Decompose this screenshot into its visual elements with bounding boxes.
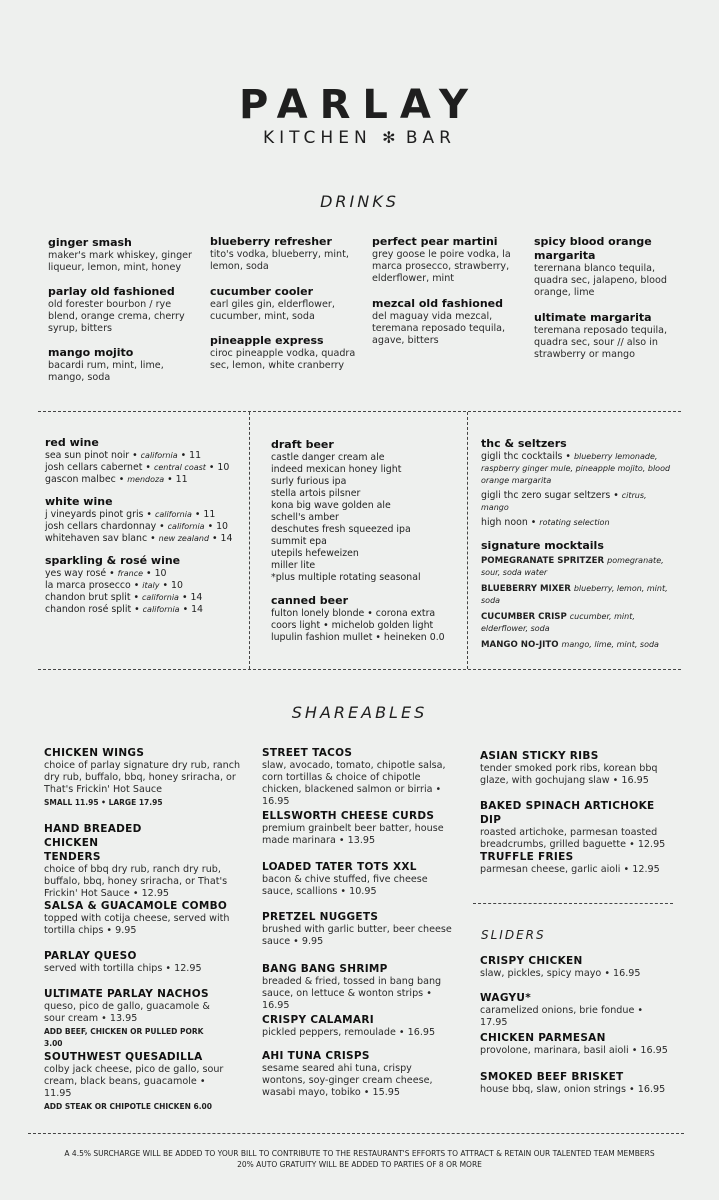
item-desc: caramelized onions, brie fondue • 17.95 <box>480 1005 644 1028</box>
menu-item <box>480 1031 670 1057</box>
item-desc: old forester bourbon / rye blend, orange crema, cherry syrup, bitters <box>48 299 185 334</box>
column-divider <box>249 412 250 669</box>
item-name: CRISPY CHICKEN <box>480 955 583 967</box>
thc-column <box>481 437 676 651</box>
item-price-note: SMALL 11.95 • LARGE 17.95 <box>44 798 163 807</box>
item-desc: breaded & fried, tossed in bang bang sauce, on lettuce & wonton strips • 16.95 <box>262 976 442 1011</box>
menu-item <box>210 285 360 323</box>
item-desc: pickled peppers, remoulade • 16.95 <box>262 1027 436 1038</box>
beer-item: miller lite <box>271 560 316 571</box>
wine-row: josh cellars chardonnay • california • 10 <box>45 521 229 532</box>
item-name: pineapple express <box>210 334 324 347</box>
item-name: ultimate margarita <box>534 311 652 324</box>
wine-region: new zealand <box>158 534 210 543</box>
item-desc: del maguay vida mezcal, teremana reposado tequila, agave, bitters <box>372 311 506 346</box>
mocktail-desc: cucumber, mint, elderflower, soda <box>481 612 635 633</box>
item-name: ginger smash <box>48 236 132 249</box>
wine-price: 10 <box>154 568 167 579</box>
beer-item: lupulin fashion mullet • heineken 0.0 <box>271 632 445 643</box>
draft-beer-title: draft beer <box>271 438 334 451</box>
mocktail-item <box>481 555 676 579</box>
wine-row: gascon malbec • mendoza • 11 <box>45 474 188 485</box>
item-name: spicy blood orange margarita <box>534 235 652 262</box>
wine-name: whitehaven sav blanc <box>45 533 148 544</box>
beer-item: schell's amber <box>271 512 339 523</box>
menu-item <box>44 1050 234 1113</box>
wine-region: mendoza <box>127 475 165 484</box>
menu-item <box>262 746 457 808</box>
thc-title: thc & seltzers <box>481 437 567 450</box>
footer-divider <box>28 1133 684 1134</box>
item-name: SMOKED BEEF BRISKET <box>480 1071 624 1083</box>
wine-price: 10 <box>171 580 183 591</box>
item-price-note: ADD STEAK OR CHIPOTLE CHICKEN 6.00 <box>44 1102 212 1111</box>
menu-item <box>534 235 674 299</box>
menu-item <box>210 235 360 273</box>
item-desc: bacardi rum, mint, lime, mango, soda <box>48 360 164 383</box>
item-desc: choice of bbq dry rub, ranch dry rub, buffalo, bbq, honey sriracha, or That's Frickin' Hot Sauce • 12.95 <box>44 864 228 899</box>
wine-price: 11 <box>203 509 216 520</box>
menu-item <box>480 749 670 787</box>
wine-name: j vineyards pinot gris <box>45 509 144 520</box>
item-name: PRETZEL NUGGETS <box>262 911 379 923</box>
mocktail-name: MANGO NO-JITO <box>481 640 559 650</box>
beer-item: castle danger cream ale <box>271 452 385 463</box>
item-price-note: ADD BEEF, CHICKEN OR PULLED PORK 3.00 <box>44 1027 204 1048</box>
wine-region: california <box>142 605 180 614</box>
thc-item-name: gigli thc zero sugar seltzers <box>481 490 611 501</box>
beer-item: fulton lonely blonde • corona extra <box>271 608 436 619</box>
wine-row: yes way rosé • france • 10 <box>45 568 167 579</box>
beer-item: surly furious ipa <box>271 476 347 487</box>
wine-row: whitehaven sav blanc • new zealand • 14 <box>45 533 233 544</box>
beer-item: coors light • michelob golden light <box>271 620 434 631</box>
wine-price: 10 <box>216 521 229 532</box>
item-desc: ciroc pineapple vodka, quadra sec, lemon, white cranberry <box>210 348 356 371</box>
sparkling-wine-title: sparkling & rosé wine <box>45 554 181 567</box>
canned-beer-title: canned beer <box>271 594 348 607</box>
wine-price: 11 <box>175 474 188 485</box>
thc-item-desc: citrus, mango <box>481 491 647 512</box>
sliders-divider <box>473 903 673 904</box>
menu-item <box>44 822 234 900</box>
wine-row: sea sun pinot noir • california • 11 <box>45 450 202 461</box>
wine-name: yes way rosé <box>45 568 107 579</box>
beer-item: kona big wave golden ale <box>271 500 391 511</box>
wine-price: 14 <box>220 533 233 544</box>
item-name: BAKED SPINACH ARTICHOKE DIP <box>480 800 655 826</box>
item-desc: brushed with garlic butter, beer cheese sauce • 9.95 <box>262 924 452 947</box>
menu-item <box>262 809 447 847</box>
item-desc: slaw, pickles, spicy mayo • 16.95 <box>480 968 641 979</box>
wine-region: california <box>154 510 192 519</box>
wine-row: chandon rosé split • california • 14 <box>45 604 204 615</box>
red-wine-title: red wine <box>45 436 99 449</box>
item-desc: tender smoked pork ribs, korean bbq glaze, with gochujang slaw • 16.95 <box>480 763 658 786</box>
wine-row: josh cellars cabernet • central coast • 10 <box>45 462 230 473</box>
item-name: CHICKEN PARMESAN <box>480 1032 606 1044</box>
subtitle-bar: BAR <box>405 128 456 148</box>
item-name: BANG BANG SHRIMP <box>262 963 388 975</box>
menu-item <box>262 1049 457 1099</box>
item-name: PARLAY QUESO <box>44 950 137 962</box>
mocktail-name: CUCUMBER CRISP <box>481 612 567 622</box>
wine-name: josh cellars chardonnay <box>45 521 157 532</box>
item-name: ULTIMATE PARLAY NACHOS <box>44 988 209 1000</box>
item-desc: colby jack cheese, pico de gallo, sour cream, black beans, guacamole • 11.95 <box>44 1064 224 1099</box>
menu-item <box>48 346 198 384</box>
thc-item-name: high noon <box>481 517 528 528</box>
item-name: HAND BREADED CHICKEN TENDERS <box>44 823 142 863</box>
wine-name: la marca prosecco <box>45 580 131 591</box>
thc-item-name: gigli thc cocktails <box>481 451 563 462</box>
wine-name: sea sun pinot noir <box>45 450 130 461</box>
item-name: ASIAN STICKY RIBS <box>480 750 599 762</box>
wine-column <box>45 436 245 616</box>
mocktail-desc: blueberry, lemon, mint, soda <box>481 584 668 605</box>
drinks-title: DRINKS <box>320 192 399 211</box>
beer-column <box>271 438 461 644</box>
wine-name: gascon malbec <box>45 474 116 485</box>
wine-name: chandon brut split <box>45 592 131 603</box>
thc-item: gigli thc cocktails • blueberry lemonade, raspberry ginger mule, pineapple mojito, blood orange margarita <box>481 451 671 485</box>
item-name: mezcal old fashioned <box>372 297 503 310</box>
section-divider <box>38 669 681 670</box>
menu-item <box>372 235 522 285</box>
mocktail-name: POMEGRANATE SPRITZER <box>481 556 605 566</box>
wine-region: california <box>142 593 179 602</box>
column-divider <box>467 412 468 669</box>
menu-item <box>44 746 244 809</box>
menu-item <box>534 311 674 361</box>
item-name: SALSA & GUACAMOLE COMBO <box>44 900 228 912</box>
wine-name: josh cellars cabernet <box>45 462 143 473</box>
item-desc: grey goose le poire vodka, la marca prosecco, strawberry, elderflower, mint <box>372 249 511 284</box>
item-desc: tito's vodka, blueberry, mint, lemon, soda <box>210 249 349 272</box>
beer-item: stella artois pilsner <box>271 488 361 499</box>
sliders-title: SLIDERS <box>481 928 546 942</box>
menu-item <box>262 1013 452 1039</box>
item-name: CRISPY CALAMARI <box>262 1014 374 1026</box>
menu-item <box>48 236 198 274</box>
menu-item <box>262 860 457 898</box>
beer-item: deschutes fresh squeezed ipa <box>271 524 411 535</box>
mocktail-name: BLUEBERRY MIXER <box>481 584 571 594</box>
item-desc: choice of parlay signature dry rub, ranch dry rub, buffalo, bbq, honey sriracha, or That's Frickin' Hot Sauce <box>44 760 241 795</box>
subtitle-kitchen: KITCHEN <box>263 128 372 148</box>
menu-item <box>480 850 670 876</box>
item-desc: slaw, avocado, tomato, chipotle salsa, corn tortillas & choice of chipotle chicken, blackened salmon or birria • 16.95 <box>262 760 446 807</box>
item-desc: queso, pico de gallo, guacamole & sour cream • 13.95 <box>44 1001 210 1024</box>
thc-item-desc: rotating selection <box>539 518 610 527</box>
menu-item <box>262 962 452 1012</box>
menu-item <box>44 949 234 975</box>
mocktails-title: signature mocktails <box>481 539 604 552</box>
wine-region: italy <box>142 581 160 590</box>
flower-icon: ✻ <box>382 128 396 147</box>
menu-item <box>44 899 234 937</box>
item-desc: parmesan cheese, garlic aioli • 12.95 <box>480 864 660 875</box>
item-name: SOUTHWEST QUESADILLA <box>44 1051 203 1063</box>
item-name: TRUFFLE FRIES <box>480 851 574 863</box>
restaurant-subtitle <box>0 128 719 148</box>
wine-price: 14 <box>190 592 203 603</box>
wine-row: j vineyards pinot gris • california • 11 <box>45 509 216 520</box>
beer-item: utepils hefeweizen <box>271 548 359 559</box>
wine-region: california <box>140 451 178 460</box>
item-desc: maker's mark whiskey, ginger liqueur, lemon, mint, honey <box>48 250 192 273</box>
item-name: ELLSWORTH CHEESE CURDS <box>262 810 435 822</box>
item-desc: roasted artichoke, parmesan toasted breadcrumbs, grilled baguette • 12.95 <box>480 827 666 850</box>
mocktail-item <box>481 583 676 607</box>
beer-item: *plus multiple rotating seasonal <box>271 572 421 583</box>
item-name: AHI TUNA CRISPS <box>262 1050 370 1062</box>
wine-region: central coast <box>153 463 206 472</box>
item-name: mango mojito <box>48 346 134 359</box>
item-desc: bacon & chive stuffed, five cheese sauce, scallions • 10.95 <box>262 874 428 897</box>
item-desc: served with tortilla chips • 12.95 <box>44 963 202 974</box>
item-desc: premium grainbelt beer batter, house made marinara • 13.95 <box>262 823 444 846</box>
restaurant-logo: PARLAY <box>239 82 480 128</box>
item-desc: terernana blanco tequila, quadra sec, jalapeno, blood orange, lime <box>534 263 668 298</box>
thc-item-desc: blueberry lemonade, raspberry ginger mule, pineapple mojito, blood orange margarita <box>481 452 671 485</box>
thc-item: high noon • rotating selection <box>481 517 610 528</box>
item-name: perfect pear martini <box>372 235 498 248</box>
wine-name: chandon rosé split <box>45 604 132 615</box>
section-divider <box>38 411 681 412</box>
item-name: WAGYU* <box>480 992 532 1004</box>
surcharge-notice: A 4.5% SURCHARGE WILL BE ADDED TO YOUR BILL TO CONTRIBUTE TO THE RESTAURANT'S EFFORTS TO ATTRACT & RETAIN OUR TALENTED TEAM MEMBERS <box>64 1149 655 1158</box>
wine-price: 10 <box>217 462 230 473</box>
mocktail-item <box>481 639 676 651</box>
wine-region: california <box>167 522 205 531</box>
item-name: STREET TACOS <box>262 747 353 759</box>
beer-item: summit epa <box>271 536 327 547</box>
shareables-title: SHAREABLES <box>291 703 428 722</box>
menu-item <box>480 1070 670 1096</box>
menu-item <box>262 910 452 948</box>
menu-item <box>372 297 522 347</box>
wine-price: 11 <box>189 450 202 461</box>
item-name: cucumber cooler <box>210 285 314 298</box>
wine-row: chandon brut split • california • 14 <box>45 592 203 603</box>
item-desc: teremana reposado tequila, quadra sec, sour // also in strawberry or mango <box>534 325 668 360</box>
item-desc: house bbq, slaw, onion strings • 16.95 <box>480 1084 666 1095</box>
item-desc: provolone, marinara, basil aioli • 16.95 <box>480 1045 668 1056</box>
item-desc: topped with cotija cheese, served with tortilla chips • 9.95 <box>44 913 230 936</box>
beer-item: indeed mexican honey light <box>271 464 402 475</box>
menu-item <box>480 799 675 851</box>
item-name: blueberry refresher <box>210 235 332 248</box>
menu-item <box>210 334 360 372</box>
mocktail-item <box>481 611 676 635</box>
white-wine-title: white wine <box>45 495 113 508</box>
menu-item <box>480 991 670 1029</box>
mocktail-desc: mango, lime, mint, soda <box>561 640 659 649</box>
item-desc: earl giles gin, elderflower, cucumber, mint, soda <box>210 299 335 322</box>
menu-item <box>480 954 670 980</box>
item-name: LOADED TATER TOTS XXL <box>262 861 417 873</box>
wine-row: la marca prosecco • italy • 10 <box>45 580 183 591</box>
wine-price: 14 <box>191 604 204 615</box>
gratuity-notice: 20% AUTO GRATUITY WILL BE ADDED TO PARTIES OF 8 OR MORE <box>237 1160 482 1169</box>
menu-item <box>44 987 224 1050</box>
menu-item <box>48 285 198 335</box>
item-name: CHICKEN WINGS <box>44 747 145 759</box>
mocktail-desc: pomegranate, sour, soda water <box>481 556 664 577</box>
wine-region: france <box>117 569 144 578</box>
item-name: parlay old fashioned <box>48 285 175 298</box>
item-desc: sesame seared ahi tuna, crispy wontons, soy-ginger cream cheese, wasabi mayo, tobiko • 15.95 <box>262 1063 433 1098</box>
thc-item: gigli thc zero sugar seltzers • citrus, mango <box>481 490 647 512</box>
